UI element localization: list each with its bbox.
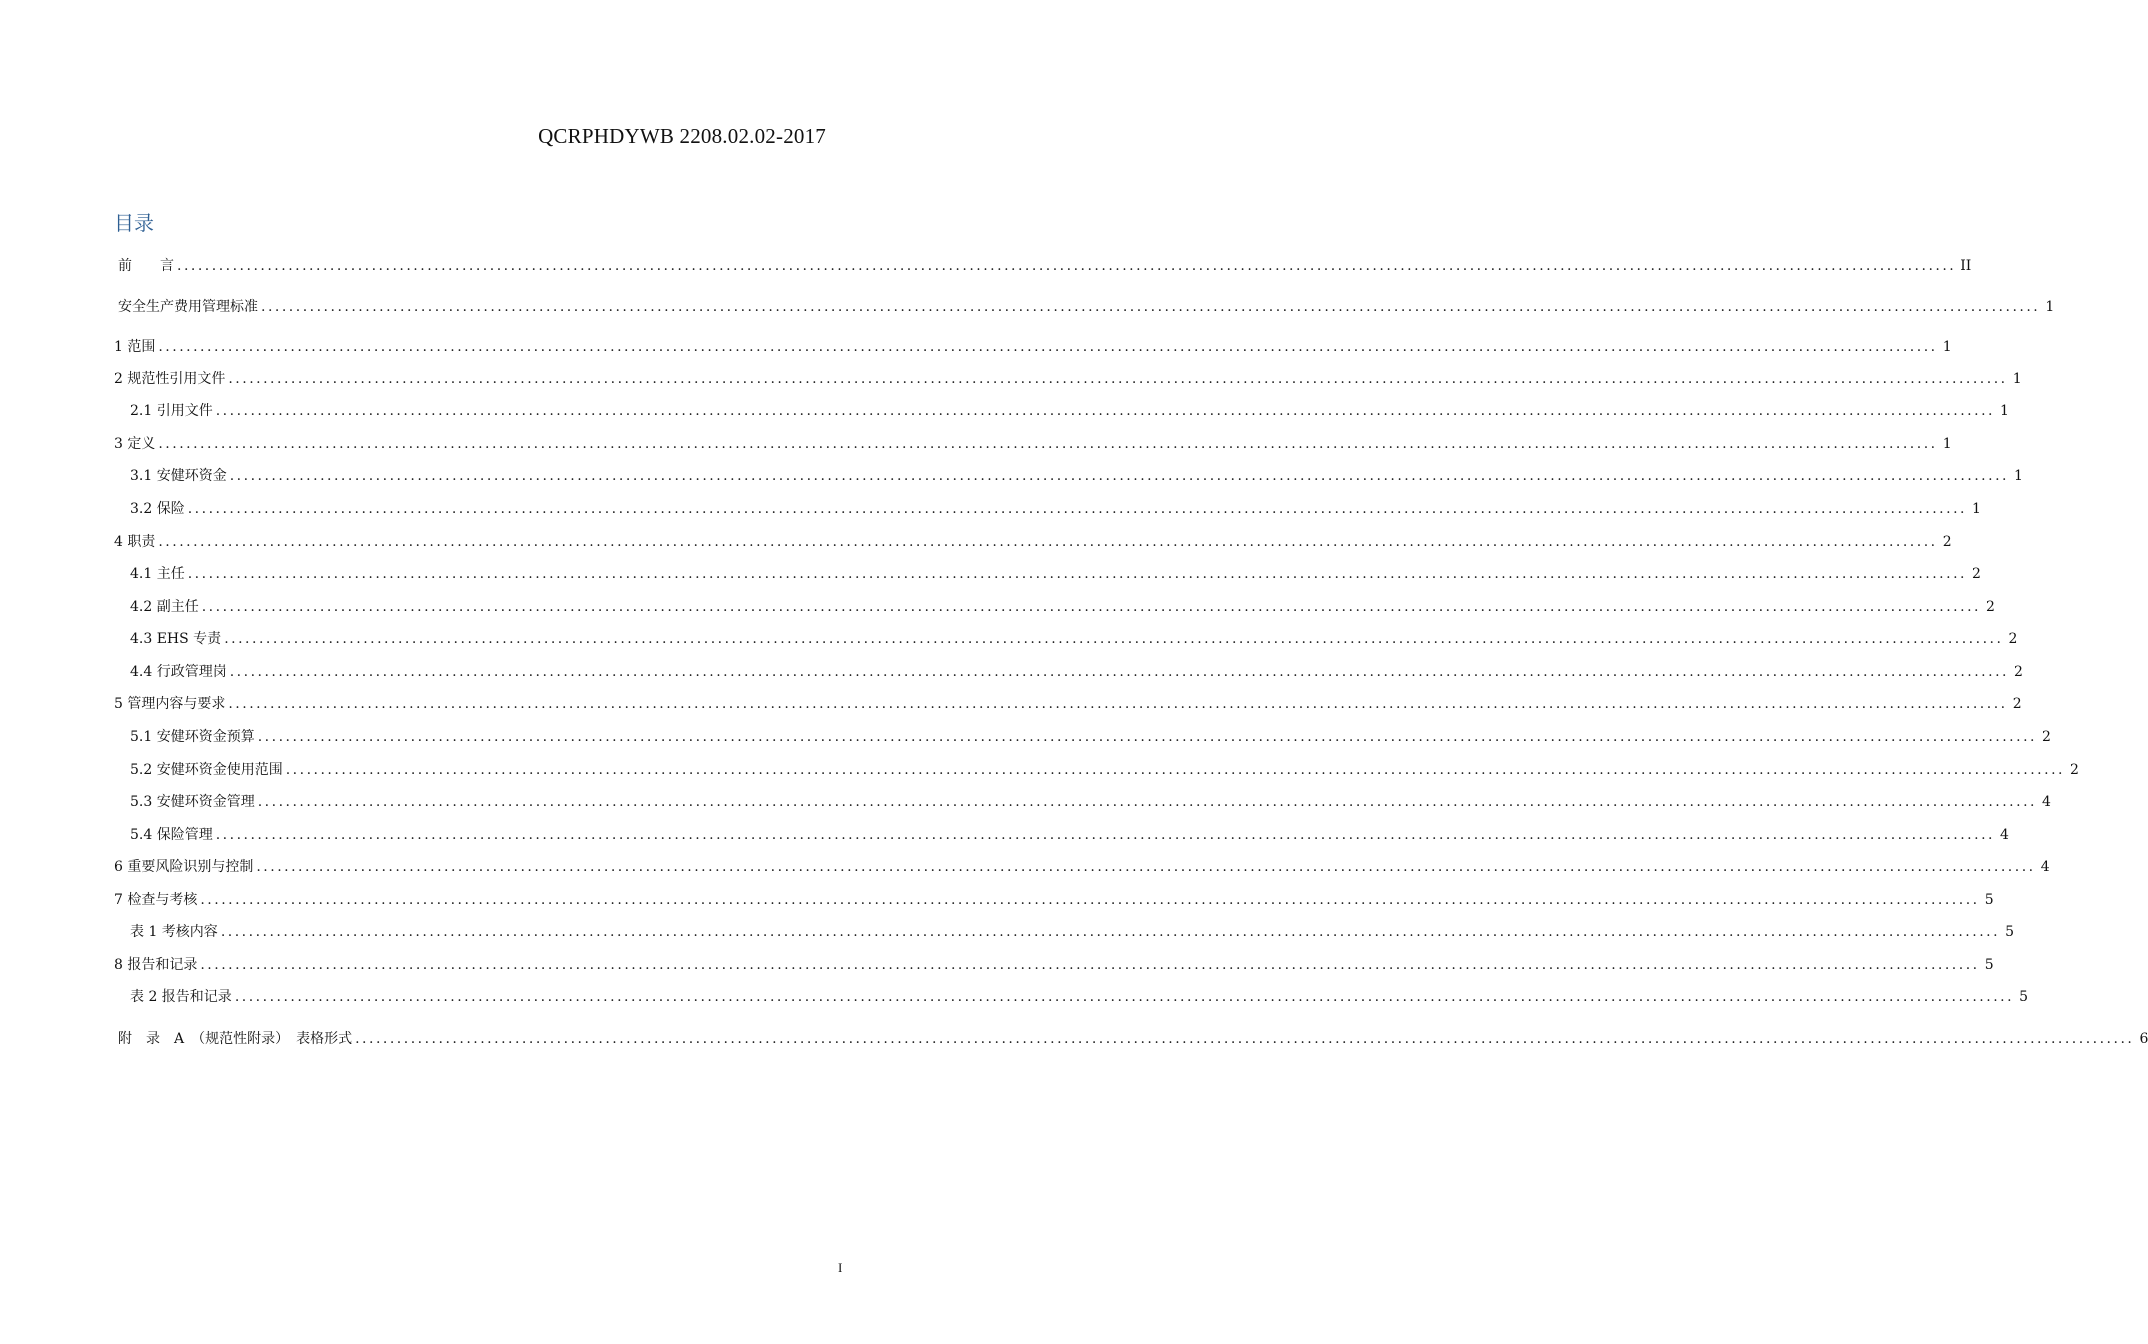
toc-entry-page: 4 (2040, 859, 2050, 875)
toc-entry-page: 4 (2000, 827, 2009, 843)
toc-entry-page: 1 (2000, 403, 2009, 419)
toc-entry-section-5-3[interactable] (130, 791, 2051, 813)
toc-leader-dots: ................................................................................................................................................................................................................................................................ (200, 957, 1980, 973)
toc-entry-label: 5.4 保险管理 (130, 827, 213, 843)
toc-entry-page: 1 (2045, 299, 2055, 315)
toc-leader-dots: ................................................................................................................................................................................................................................................................ (187, 566, 1967, 582)
toc-entry-table-2[interactable] (130, 986, 2029, 1008)
toc-entry-preface[interactable] (118, 255, 1972, 277)
toc-entry-page: 1 (2014, 468, 2023, 484)
toc-leader-dots: ................................................................................................................................................................................................................................................................ (234, 989, 2015, 1005)
toc-entry-page: 1 (1942, 436, 1952, 452)
toc-entry-page: 5 (1984, 957, 1994, 973)
toc-leader-dots: ................................................................................................................................................................................................................................................................ (158, 436, 1938, 452)
toc-entry-label: 3 定义 (114, 436, 156, 452)
toc-entry-section-4-1[interactable] (130, 563, 1981, 585)
toc-leader-dots: ................................................................................................................................................................................................................................................................ (257, 729, 2037, 745)
toc-entry-label: 4.4 行政管理岗 (130, 664, 227, 680)
toc-leader-dots: ................................................................................................................................................................................................................................................................ (257, 794, 2037, 810)
toc-entry-section-4-2[interactable] (130, 596, 1995, 618)
toc-entry-section-1[interactable] (114, 336, 1952, 358)
toc-entry-page: 2 (2012, 696, 2022, 712)
toc-leader-dots: ................................................................................................................................................................................................................................................................ (228, 371, 2008, 387)
toc-entry-section-7[interactable] (114, 889, 1994, 911)
toc-entry-section-2-1[interactable] (130, 400, 2009, 422)
toc-entry-label: 5.2 安健环资金使用范围 (130, 762, 283, 778)
toc-entry-label: 3.2 保险 (130, 501, 185, 517)
toc-entry-section-3[interactable] (114, 433, 1952, 455)
toc-entry-label: 8 报告和记录 (114, 957, 198, 973)
toc-entry-label: 4.1 主任 (130, 566, 185, 582)
toc-entry-section-5-4[interactable] (130, 824, 2009, 846)
toc-entry-page: 2 (1972, 566, 1981, 582)
toc-entry-page: 2 (2070, 762, 2079, 778)
toc-entry-label: 表 1 考核内容 (130, 924, 218, 940)
toc-entry-section-5-1[interactable] (130, 726, 2051, 748)
toc-entry-section-8[interactable] (114, 954, 1994, 976)
toc-entry-page: 5 (2019, 989, 2029, 1005)
toc-entry-standard-title[interactable] (118, 296, 2055, 318)
toc-entry-section-4-3[interactable] (130, 628, 2018, 650)
toc-entry-label: 2.1 引用文件 (130, 403, 213, 419)
toc-entry-label: 附 录 A （规范性附录） 表格形式 (118, 1031, 353, 1047)
toc-leader-dots: ................................................................................................................................................................................................................................................................ (158, 534, 1938, 550)
toc-leader-dots: ................................................................................................................................................................................................................................................................ (228, 696, 2008, 712)
toc-leader-dots: ................................................................................................................................................................................................................................................................ (187, 501, 1967, 517)
toc-entry-appendix-a[interactable] (118, 1028, 2148, 1050)
toc-entry-section-5[interactable] (114, 693, 2022, 715)
toc-entry-page: 2 (1942, 534, 1952, 550)
toc-entry-label: 6 重要风险识别与控制 (114, 859, 254, 875)
toc-entry-section-4-4[interactable] (130, 661, 2023, 683)
toc-entry-section-2[interactable] (114, 368, 2022, 390)
toc-entry-label: 1 范围 (114, 339, 156, 355)
toc-entry-page: 4 (2042, 794, 2051, 810)
toc-leader-dots: ................................................................................................................................................................................................................................................................ (201, 599, 1981, 615)
toc-entry-label: 4 职责 (114, 534, 156, 550)
toc-entry-page: 1 (1972, 501, 1981, 517)
toc-entry-label: 安全生产费用管理标准 (118, 299, 258, 315)
toc-entry-label: 前 言 (118, 258, 174, 274)
toc-entry-page: 6 (2139, 1031, 2148, 1047)
toc-leader-dots: ................................................................................................................................................................................................................................................................ (261, 299, 2041, 315)
toc-entry-section-3-2[interactable] (130, 498, 1981, 520)
toc-entry-page: 2 (2008, 631, 2018, 647)
toc-leader-dots: ................................................................................................................................................................................................................................................................ (229, 664, 2009, 680)
toc-entry-page: II (1960, 258, 1972, 274)
toc-entry-page: 1 (2012, 371, 2022, 387)
toc-entry-label: 5.1 安健环资金预算 (130, 729, 255, 745)
toc-leader-dots: ................................................................................................................................................................................................................................................................ (200, 892, 1980, 908)
toc-entry-label: 4.3 EHS 专责 (130, 631, 222, 647)
toc-title: 目录 (114, 211, 154, 235)
toc-entry-page: 5 (1984, 892, 1994, 908)
toc-entry-page: 2 (1986, 599, 1995, 615)
toc-entry-section-6[interactable] (114, 856, 2050, 878)
toc-entry-label: 表 2 报告和记录 (130, 989, 232, 1005)
toc-entry-page: 2 (2014, 664, 2023, 680)
toc-leader-dots: ................................................................................................................................................................................................................................................................ (158, 339, 1938, 355)
toc-entry-page: 1 (1942, 339, 1952, 355)
toc-entry-section-3-1[interactable] (130, 465, 2023, 487)
toc-entry-page: 2 (2042, 729, 2051, 745)
toc-entry-label: 5 管理内容与要求 (114, 696, 226, 712)
page-number: I (838, 1260, 843, 1275)
toc-entry-label: 3.1 安健环资金 (130, 468, 227, 484)
toc-entry-page: 5 (2005, 924, 2015, 940)
toc-leader-dots: ................................................................................................................................................................................................................................................................ (224, 631, 2004, 647)
toc-entry-label: 5.3 安健环资金管理 (130, 794, 255, 810)
document-code: QCRPHDYWB 2208.02.02-2017 (538, 124, 826, 148)
toc-entry-label: 7 检查与考核 (114, 892, 198, 908)
toc-leader-dots: ................................................................................................................................................................................................................................................................ (256, 859, 2036, 875)
toc-leader-dots: ................................................................................................................................................................................................................................................................ (220, 924, 2001, 940)
toc-entry-label: 2 规范性引用文件 (114, 371, 226, 387)
toc-entry-table-1[interactable] (130, 921, 2015, 943)
toc-entry-label: 4.2 副主任 (130, 599, 199, 615)
toc-leader-dots: ................................................................................................................................................................................................................................................................ (215, 827, 1995, 843)
toc-entry-section-4[interactable] (114, 531, 1952, 553)
toc-leader-dots: ................................................................................................................................................................................................................................................................ (355, 1031, 2135, 1047)
toc-leader-dots: ................................................................................................................................................................................................................................................................ (285, 762, 2065, 778)
toc-leader-dots: ................................................................................................................................................................................................................................................................ (215, 403, 1995, 419)
toc-leader-dots: ................................................................................................................................................................................................................................................................ (177, 258, 1957, 274)
toc-leader-dots: ................................................................................................................................................................................................................................................................ (229, 468, 2009, 484)
toc-entry-section-5-2[interactable] (130, 759, 2079, 781)
